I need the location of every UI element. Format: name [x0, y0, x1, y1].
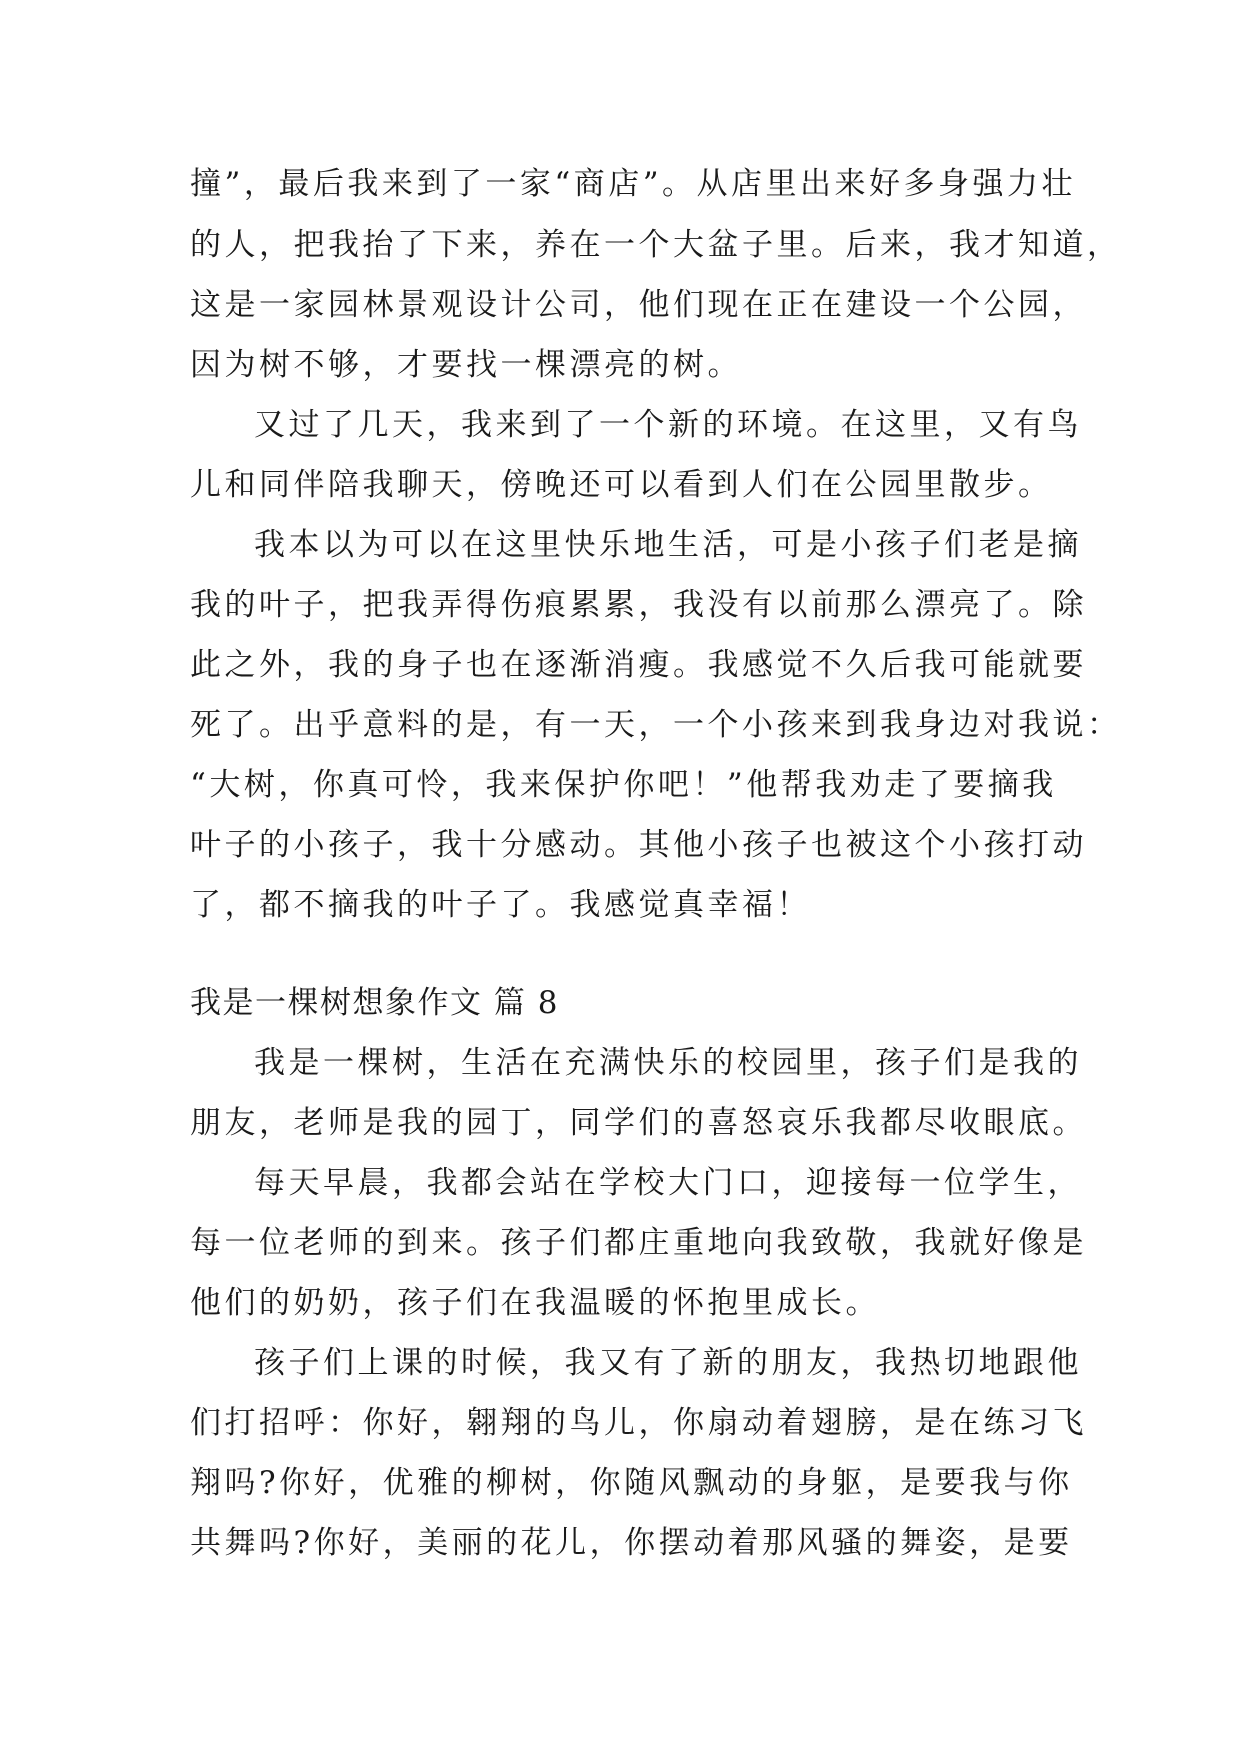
- paragraph-first-line: 我本以为可以在这里快乐地生活，可是小孩子们老是摘: [254, 527, 1082, 563]
- paragraph-first-line: 孩子们上课的时候，我又有了新的朋友，我热切地跟他: [254, 1345, 1082, 1381]
- text-line: “大树，你真可怜，我来保护你吧！”他帮我劝走了要摘我: [190, 767, 1057, 803]
- text-line: 的人，把我抬了下来，养在一个大盆子里。后来，我才知道，: [190, 227, 1122, 263]
- text-line: 了，都不摘我的叶子了。我感觉真幸福！: [190, 887, 811, 923]
- text-line: 我的叶子，把我弄得伤痕累累，我没有以前那么漂亮了。除: [190, 587, 1087, 623]
- text-line: 他们的奶奶，孩子们在我温暖的怀抱里成长。: [190, 1285, 880, 1321]
- text-line: 们打招呼：你好，翱翔的鸟儿，你扇动着翅膀，是在练习飞: [190, 1405, 1087, 1441]
- section-heading: 我是一棵树想象作文 篇 8: [190, 985, 559, 1021]
- paragraph-first-line: 我是一棵树，生活在充满快乐的校园里，孩子们是我的: [254, 1045, 1082, 1081]
- paragraph-first-line: 每天早晨，我都会站在学校大门口，迎接每一位学生，: [254, 1165, 1082, 1201]
- paragraph-first-line: 又过了几天，我来到了一个新的环境。在这里，又有鸟: [254, 407, 1082, 443]
- text-line: 朋友，老师是我的园丁，同学们的喜怒哀乐我都尽收眼底。: [190, 1105, 1087, 1141]
- text-line: 此之外，我的身子也在逐渐消瘦。我感觉不久后我可能就要: [190, 647, 1087, 683]
- text-line: 叶子的小孩子，我十分感动。其他小孩子也被这个小孩打动: [190, 827, 1087, 863]
- text-line: 翔吗?你好，优雅的柳树，你随风飘动的身躯，是要我与你: [190, 1465, 1073, 1501]
- text-line: 撞”，最后我来到了一家“商店”。从店里出来好多身强力壮: [190, 166, 1077, 202]
- text-line: 共舞吗?你好，美丽的花儿，你摆动着那风骚的舞姿，是要: [190, 1525, 1073, 1561]
- text-line: 每一位老师的到来。孩子们都庄重地向我致敬，我就好像是: [190, 1225, 1087, 1261]
- text-line: 这是一家园林景观设计公司，他们现在正在建设一个公园，: [190, 287, 1087, 323]
- text-line: 儿和同伴陪我聊天，傍晚还可以看到人们在公园里散步。: [190, 467, 1053, 503]
- text-line: 死了。出乎意料的是，有一天，一个小孩来到我身边对我说：: [190, 707, 1122, 743]
- text-line: 因为树不够，才要找一棵漂亮的树。: [190, 347, 742, 383]
